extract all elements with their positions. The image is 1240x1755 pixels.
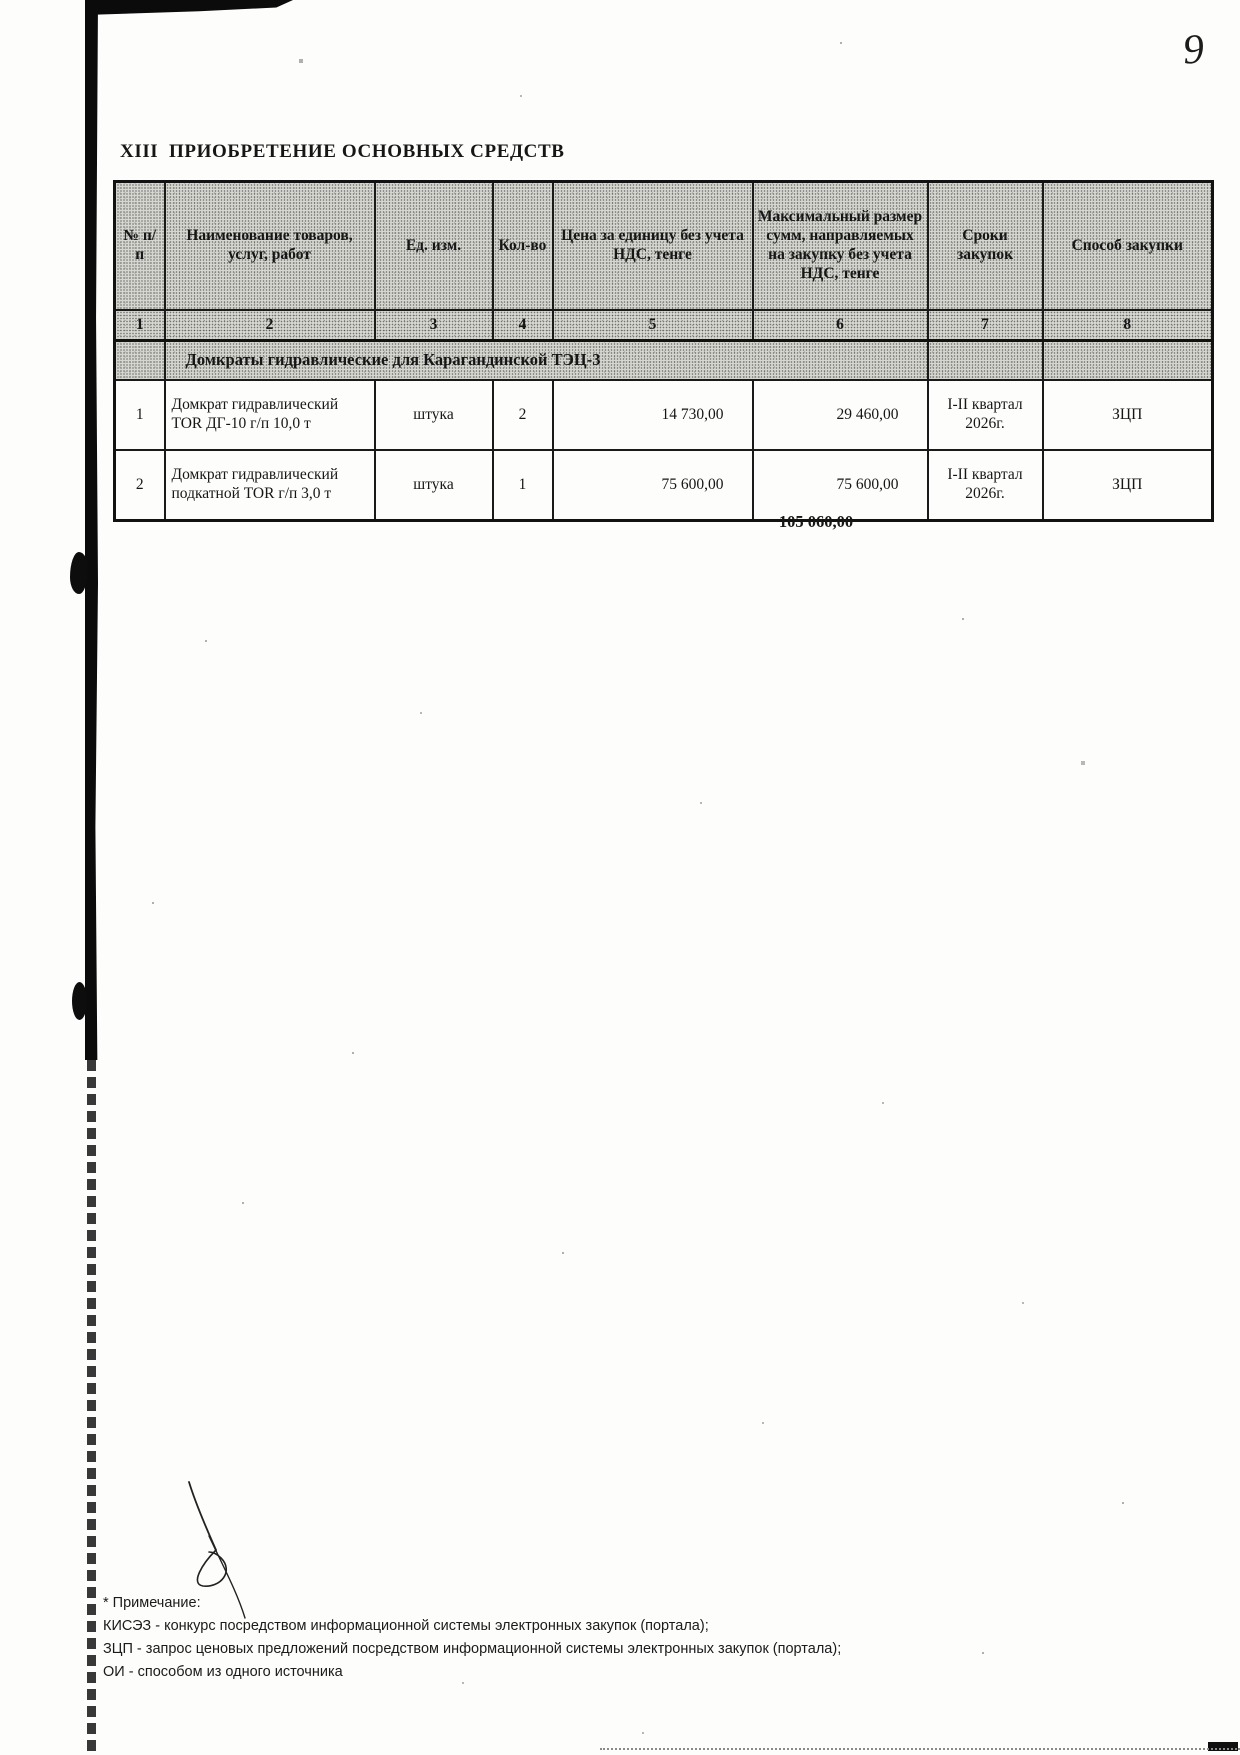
cell-row-number: 2 xyxy=(115,450,165,521)
cell-row-number: 1 xyxy=(115,380,165,450)
procurement-table xyxy=(113,180,1214,522)
header-cell-name: Наименование товаров, услуг, работ xyxy=(165,182,375,311)
table-header-row xyxy=(115,182,1213,311)
header-cell-unit: Ед. изм. xyxy=(375,182,493,311)
table-row xyxy=(115,450,1213,521)
column-numbers-row xyxy=(115,310,1213,341)
header-cell-method: Способ закупки xyxy=(1043,182,1213,311)
table-section-row xyxy=(115,341,1213,381)
section-title: Домкраты гидравлические для Карагандинской ТЭЦ-3 xyxy=(165,341,928,381)
column-number: 1 xyxy=(115,310,165,341)
footnote-line: ОИ - способом из одного источника xyxy=(103,1664,343,1680)
scan-ink-blob xyxy=(72,982,87,1020)
cell-period: I-II квартал 2026г. xyxy=(928,380,1043,450)
cell-item-name: Домкрат гидравлический TOR ДГ-10 г/п 10,0 т xyxy=(165,380,375,450)
cell-period: I-II квартал 2026г. xyxy=(928,450,1043,521)
table-row xyxy=(115,380,1213,450)
column-number: 5 xyxy=(553,310,753,341)
cell-unit: штука xyxy=(375,380,493,450)
header-cell-unit-price: Цена за единицу без учета НДС, тенге xyxy=(553,182,753,311)
cell-item-name: Домкрат гидравлический подкатной TOR г/п 3,0 т xyxy=(165,450,375,521)
cell-unit-price: 75 600,00 xyxy=(553,450,753,521)
column-number: 3 xyxy=(375,310,493,341)
footnote-header: * Примечание: xyxy=(103,1595,201,1611)
header-cell-num: № п/п xyxy=(115,182,165,311)
footnote-line: ЗЦП - запрос ценовых предложений посредством информационной системы электронных закупок (портала); xyxy=(103,1641,842,1657)
column-number: 2 xyxy=(165,310,375,341)
footnote-line: КИСЭЗ - конкурс посредством информационной системы электронных закупок (портала); xyxy=(103,1618,709,1634)
column-number: 4 xyxy=(493,310,553,341)
cell-qty: 2 xyxy=(493,380,553,450)
header-cell-max-sum: Максимальный размер сумм, направляемых на закупку без учета НДС, тенге xyxy=(753,182,928,311)
section-empty-cell xyxy=(928,341,1043,381)
header-cell-qty: Кол-во xyxy=(493,182,553,311)
section-empty-cell xyxy=(115,341,165,381)
page-title: XIII ПРИОБРЕТЕНИЕ ОСНОВНЫХ СРЕДСТВ xyxy=(120,141,565,162)
cell-unit: штука xyxy=(375,450,493,521)
cell-unit-price: 14 730,00 xyxy=(553,380,753,450)
column-number: 6 xyxy=(753,310,928,341)
handwritten-page-number: 9 xyxy=(1181,26,1206,74)
scan-bottom-dotted-line xyxy=(600,1748,1240,1750)
grand-total: 105 060,00 xyxy=(778,512,854,531)
scan-edge-bar xyxy=(85,0,98,1060)
cell-max-sum: 29 460,00 xyxy=(753,380,928,450)
section-empty-cell xyxy=(1043,341,1213,381)
scan-edge-bar-lower xyxy=(87,1060,96,1755)
cell-qty: 1 xyxy=(493,450,553,521)
scan-edge-corner xyxy=(85,0,293,15)
column-number: 7 xyxy=(928,310,1043,341)
column-number: 8 xyxy=(1043,310,1213,341)
cell-method: ЗЦП xyxy=(1043,380,1213,450)
cell-max-sum: 75 600,00 xyxy=(753,450,928,521)
scan-dust-speckles xyxy=(0,0,2,2)
footnotes-block xyxy=(103,1592,1003,1684)
cell-method: ЗЦП xyxy=(1043,450,1213,521)
header-cell-period: Сроки закупок xyxy=(928,182,1043,311)
